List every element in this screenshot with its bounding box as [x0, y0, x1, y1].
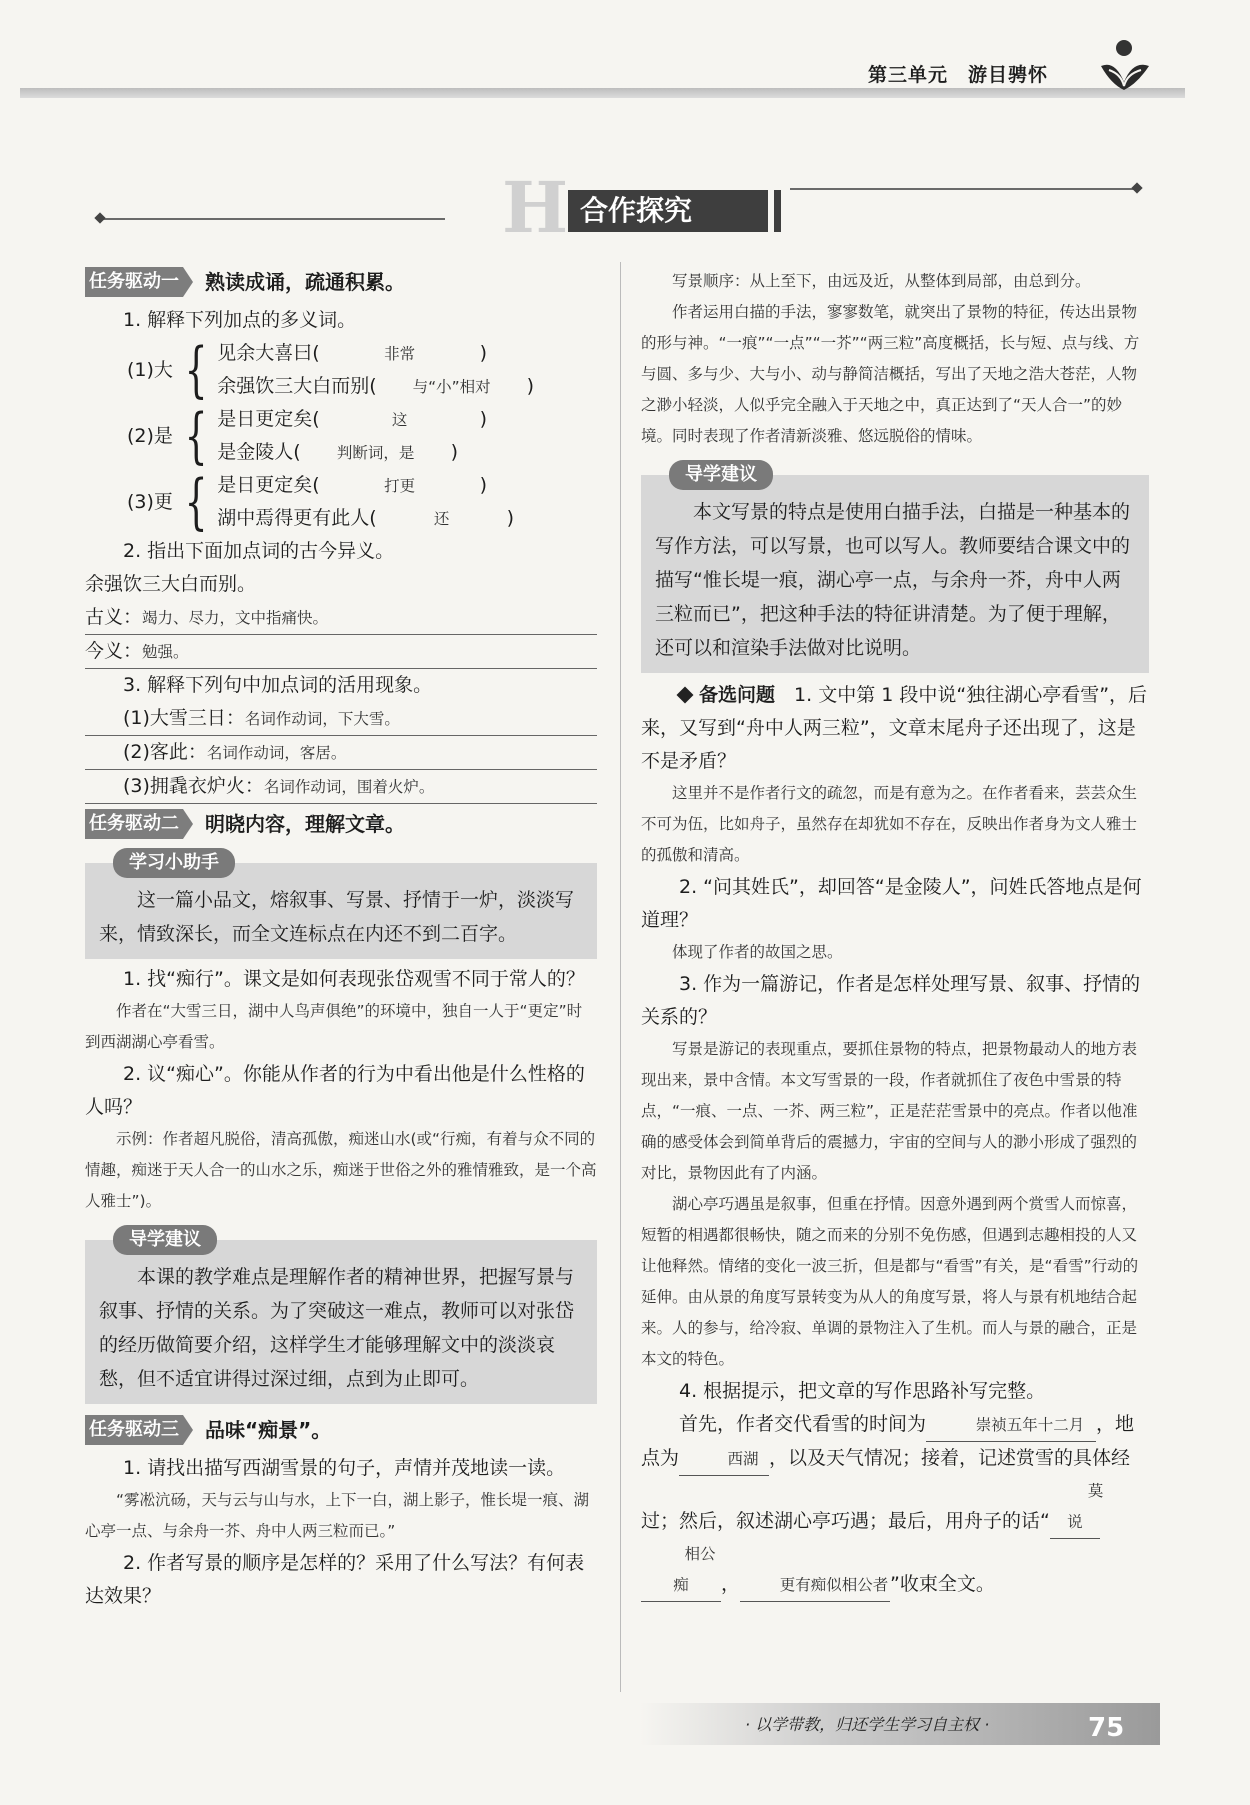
right-column: [641, 266, 1149, 1602]
task-title: 品味“痴景”。: [205, 1417, 332, 1442]
footer-motto: · 以学带教，归还学生学习自主权 ·: [745, 1715, 990, 1734]
question: 2. 议“痴心”。你能从作者的行为中看出他是什么性格的人吗？: [85, 1063, 585, 1118]
answer: 竭力、尽力，文中指痛快。: [142, 609, 329, 627]
guide-tag: 导学建议: [669, 460, 773, 490]
answer: 示例：作者超凡脱俗，清高孤傲，痴迷山水(或“行痴，有着与众不同的情趣，痴迷于天人合一的山水之乐，痴迷于世俗之外的雅情雅致，是一个高人雅士”)。: [85, 1130, 597, 1210]
fill-text: ”收束全文。: [890, 1573, 995, 1595]
answer: 名词作动词，下大雪。: [244, 710, 400, 728]
answer: 勉强。: [142, 643, 189, 661]
rule-dot-right: [1131, 182, 1142, 193]
label: 今义：: [85, 640, 143, 662]
question: 1. 请找出描写西湖雪景的句子，声情并茂地读一读。: [123, 1457, 566, 1479]
task-label: 任务驱动二: [85, 809, 183, 839]
guide-box: [641, 475, 1149, 673]
answer: 这里并不是作者行文的疏忽，而是有意为之。在作者看来，芸芸众生不可为伍，比如舟子，虽然存在却犹如不存在，反映出作者身为文人雅士的孤傲和清高。: [641, 784, 1138, 864]
rule-dot-left: [94, 212, 105, 223]
blank-answer: 更有痴似相公者: [740, 1570, 890, 1602]
sentence: 余强饮三大白而别(: [217, 375, 377, 397]
answer: 写景是游记的表现重点，要抓住景物的特点，把景物最动人的地方表现出来，景中含情。本文写雪景的一段，作者就抓住了夜色中雪景的特点，“一痕、一点、一芥、两三粒”，正是茫茫雪景中的亮点。作者以他准确的感受体会到简单背后的震撼力，宇宙的空间与人的渺小形成了强烈的对比，景物因此有了内涵。: [641, 1040, 1138, 1182]
word-head: (2)是: [127, 424, 173, 447]
guide-text: 本文写景的特点是使用白描手法，白描是一种基本的写作方法，可以写景，也可以写人。教师要结合课文中的描写“惟长堤一痕，湖心亭一点，与余舟一芥，舟中人两三粒而已”，把这种手法的特征讲清楚。为了便于理解，还可以和渲染手法做对比说明。: [655, 501, 1131, 659]
word-head: (3)更: [127, 490, 173, 513]
blank-answer: 崇祯五年十二月: [926, 1410, 1096, 1442]
guide-text: 本课的教学难点是理解作者的精神世界，把握写景与叙事、抒情的关系。为了突破这一难点，教师可以对张岱的经历做简要介绍，这样学生才能够理解文中的淡淡哀愁，但不适宜讲得过深过细，点到为止即可。: [99, 1266, 575, 1390]
answer: 写景顺序：从上至下，由远及近，从整体到局部，由总到分。: [672, 272, 1091, 290]
answer: 名词作动词，围着火炉。: [263, 778, 435, 796]
fill-text: ，: [721, 1573, 741, 1595]
task-header-3: [85, 1414, 597, 1446]
fill-text: 首先，作者交代看雪的时间为: [679, 1413, 927, 1435]
left-column: [85, 262, 597, 1613]
answer: 与“小”相对: [412, 378, 491, 396]
diamond-icon: [677, 687, 694, 704]
polysemy-shi: (2)是 { 是日更定矣( 这 ) 是金陵人( 判断词，是 ): [85, 403, 597, 469]
word-head: (1)大: [127, 358, 173, 381]
task-title: 明晓内容，理解文章。: [205, 811, 405, 836]
task-label: 任务驱动一: [85, 267, 183, 297]
alt-label: 备选问题: [699, 684, 776, 706]
label: (1)大雪三日：: [123, 707, 245, 729]
answer: “雾凇沆砀，天与云与山与水，上下一白，湖上影子，惟长堤一痕、湖心亭一点、与余舟一芥、舟中人两三粒而已。”: [85, 1491, 590, 1540]
section-title: [440, 166, 790, 249]
answer: 打更: [384, 477, 416, 495]
label: (3)拥毳衣炉火：: [123, 775, 264, 797]
task-arrow-icon: [183, 267, 193, 297]
helper-tag: 学习小助手: [113, 848, 235, 878]
sentence: 是日更定矣(: [217, 408, 320, 430]
guide-tag: 导学建议: [113, 1225, 217, 1255]
brace-icon: {: [184, 467, 208, 537]
helper-text: 这一篇小品文，熔叙事、写景、抒情于一炉，淡淡写来，情致深长，而全文连标点在内还不到二百字。: [99, 889, 575, 945]
blank-answer: 莫说: [1050, 1476, 1100, 1539]
sentence: 湖中焉得更有此人(: [217, 507, 377, 529]
fill-text: ，以及天气情况；接着，记述赏雪的具体经过；然后，叙述湖心亭巧遇；最后，用舟子的话“: [641, 1447, 1131, 1532]
answer: 湖心亭巧遇虽是叙事，但重在抒情。因意外遇到两个赏雪人而惊喜，短暂的相遇都很畅快，随之而来的分别不免伤感，但遇到志趣相投的人又让他释然。情绪的变化一波三折，但是都与“看雪”有关，是“看雪”行动的延伸。由从景的角度写景转变为从人的角度写景，将人与景有机地结合起来。人的参与，给冷寂、单调的景物注入了生机。而人与景的融合，正是本文的特色。: [641, 1195, 1139, 1368]
sentence: 见余大喜曰(: [217, 342, 320, 364]
guide-box: [85, 1240, 597, 1404]
fill-paragraph: [641, 1408, 1149, 1602]
question: 2. 作者写景的顺序是怎样的？采用了什么写法？有何表达效果？: [85, 1552, 585, 1607]
page-number: 75: [1088, 1713, 1125, 1743]
question: 4. 根据提示，把文章的写作思路补写完整。: [679, 1380, 1046, 1402]
answer: 非常: [384, 345, 416, 363]
question: 2. 指出下面加点词的古今异义。: [123, 540, 395, 562]
blank-answer: 西湖: [679, 1444, 769, 1476]
question: 3. 解释下列句中加点词的活用现象。: [123, 674, 433, 696]
leaf-logo-icon: [1095, 36, 1153, 94]
header-bar: [20, 88, 1185, 98]
column-divider: [620, 262, 621, 1692]
answer: 还: [433, 510, 450, 528]
label: 古义：: [85, 606, 143, 628]
answer: 判断词，是: [336, 444, 415, 462]
sentence: 是金陵人(: [217, 441, 301, 463]
polysemy-geng: (3)更 { 是日更定矣( 打更 ) 湖中焉得更有此人( 还 ): [85, 469, 597, 535]
question: 1. 解释下列加点的多义词。: [123, 309, 357, 331]
task-header-2: [85, 808, 597, 840]
fill-text: 地点为: [641, 1413, 1135, 1469]
section-title-text: 合作探究: [568, 190, 768, 232]
polysemy-da: (1)大 { 见余大喜曰( 非常 ) 余强饮三大白而别( 与“小”相对 ): [85, 337, 597, 403]
blank-answer: 相公痴: [641, 1539, 721, 1602]
answer: 名词作动词，客居。: [206, 744, 347, 762]
section-letter: H: [502, 166, 569, 249]
question: 1. 找“痴行”。课文是如何表现张岱观雪不同于常人的？: [123, 968, 585, 990]
question: 2. “问其姓氏”，却回答“是金陵人”，问姓氏答地点是何道理？: [641, 876, 1142, 931]
task-label: 任务驱动三: [85, 1415, 183, 1445]
task-arrow-icon: [183, 1415, 193, 1445]
brace-icon: {: [184, 335, 208, 405]
section-title-end: [774, 190, 781, 232]
sentence: 是日更定矣(: [217, 474, 320, 496]
task-title: 熟读成诵，疏通积累。: [205, 269, 405, 294]
title-rule-right: [790, 188, 1135, 190]
question: 3. 作为一篇游记，作者是怎样处理写景、叙事、抒情的关系的？: [641, 973, 1141, 1028]
label: (2)客此：: [123, 741, 207, 763]
answer: 体现了作者的故国之思。: [672, 943, 843, 961]
answer: 这: [391, 411, 408, 429]
answer: 作者在“大雪三日，湖中人鸟声俱绝”的环境中，独自一人于“更定”时到西湖湖心亭看雪。: [85, 1002, 583, 1051]
question: 1. 文中第 1 段中说“独往湖心亭看雪”，后来，又写到“舟中人两三粒”，文章末尾舟子还出现了，这是不是矛盾？: [641, 684, 1148, 772]
task-arrow-icon: [183, 809, 193, 839]
task-header-1: [85, 266, 597, 298]
brace-icon: {: [184, 401, 208, 471]
fill-text: ，: [1096, 1413, 1116, 1435]
unit-title: 第三单元 游目骋怀: [868, 64, 1049, 86]
title-rule-left: [100, 218, 445, 220]
sentence: 余强饮三大白而别。: [85, 573, 257, 595]
answer: 作者运用白描的手法，寥寥数笔，就突出了景物的特征，传达出景物的形与神。“一痕”“一点”“一芥”“两三粒”高度概括，长与短、点与线、方与圆、多与少、大与小、动与静简洁概括，写出了天地之浩大苍茫，人物之渺小轻淡，人似乎完全融入于天地之中，真正达到了“天人合一”的妙境。同时表现了作者清新淡雅、悠远脱俗的情味。: [641, 303, 1140, 445]
